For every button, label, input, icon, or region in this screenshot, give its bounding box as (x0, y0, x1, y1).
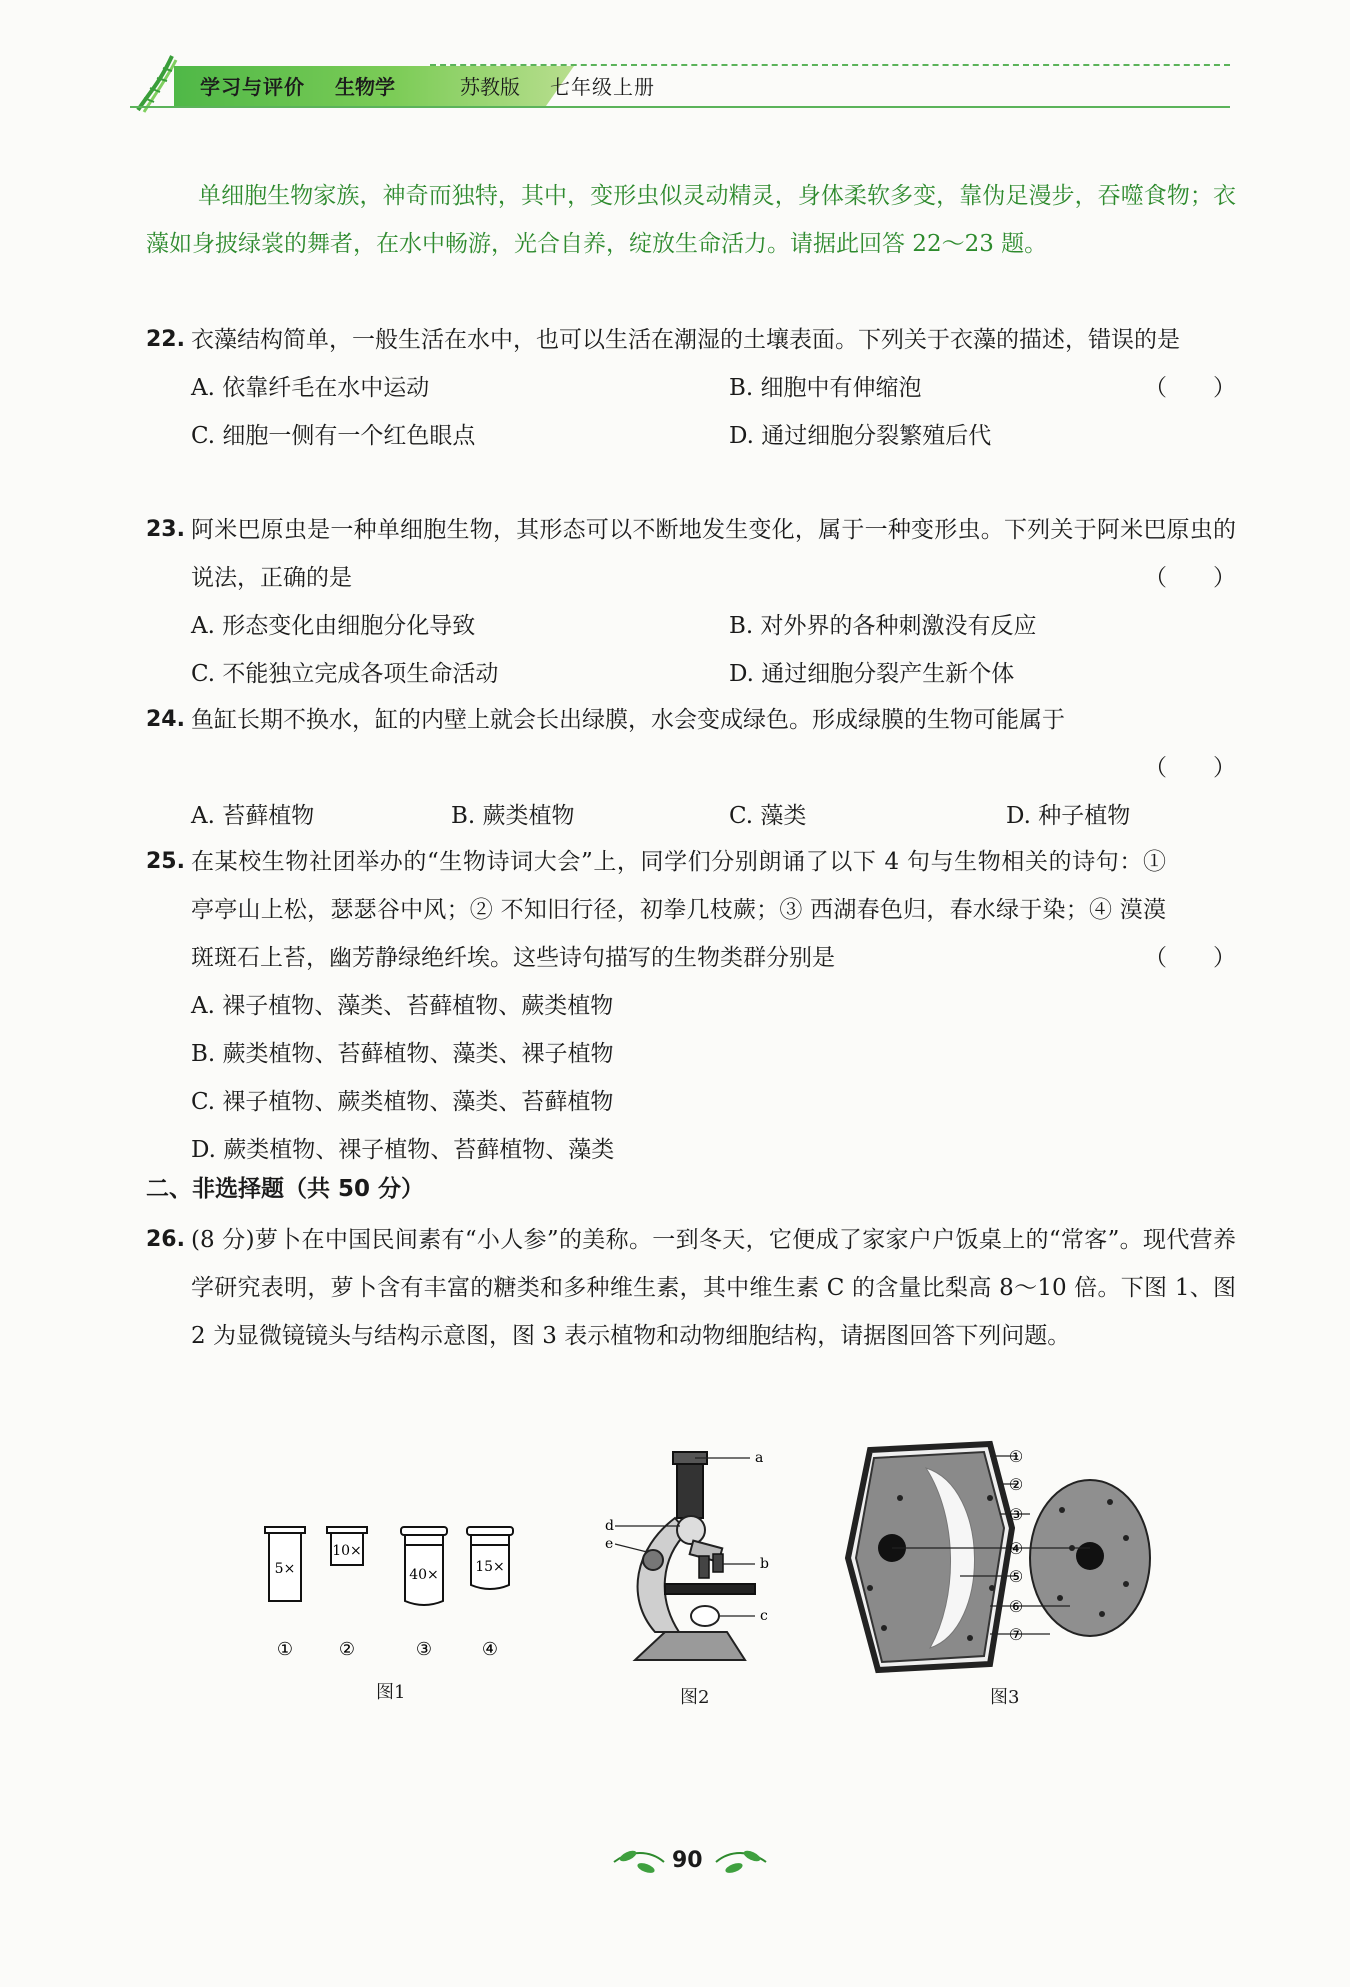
lens-label: 10× (332, 1543, 362, 1559)
header-subject: 生物学 (335, 75, 395, 99)
option-c[interactable]: C. 不能独立完成各项生命活动 (191, 661, 499, 687)
option-c[interactable]: C. 藻类 (729, 803, 807, 829)
lens-mark: ② (338, 1639, 356, 1660)
question-text: 在某校生物社团举办的“生物诗词大会”上，同学们分别朗诵了以下 4 句与生物相关的诗句：① 亭亭山上松，瑟瑟谷中风；② 不知旧行径，初拳几枝蕨；③ 西湖春色归，春水绿于染；④ 漠漠斑斑石上苔，幽芳静绿绝纤埃。这些诗句描写的生物类群分别是 (191, 849, 1166, 971)
option-d[interactable]: D. 种子植物 (1006, 803, 1131, 829)
option-c[interactable]: C. 细胞一侧有一个红色眼点 (191, 423, 476, 449)
option-a[interactable]: A. 依靠纤毛在水中运动 (191, 375, 430, 401)
option-b[interactable] (191, 1030, 1236, 1078)
lens-mark: ① (276, 1639, 294, 1660)
options-row (191, 602, 1236, 650)
figure-2-caption: 图2 (680, 1687, 710, 1708)
cell-label-3: ③ (1008, 1505, 1024, 1524)
answer-bracket: （ ） (1144, 755, 1236, 781)
cell-label-1: ① (1008, 1447, 1024, 1466)
question-number: 25. (146, 849, 185, 874)
option-a[interactable]: A. 形态变化由细胞分化导致 (191, 613, 476, 639)
figure-2-microscope (595, 1448, 795, 1678)
question-text: (8 分)萝卜在中国民间素有“小人参”的美称。一到冬天，它便成了家家户户饭桌上的“常客”。现代营养学研究表明，萝卜含有丰富的糖类和多种维生素，其中维生素 C 的含量比梨高 8～10 倍。下图 1、图 2 为显微镜镜头与结构示意图，图 3 表示植物和动物细胞结构，请据图回答下列问题。 (191, 1227, 1236, 1349)
option-b[interactable]: B. 蕨类植物 (451, 803, 575, 829)
cell-label-6: ⑥ (1008, 1597, 1024, 1616)
lens-label: 5× (274, 1561, 296, 1577)
question-22 (146, 316, 1236, 460)
option-d[interactable] (191, 1126, 1236, 1174)
question-25 (146, 838, 1236, 1174)
cell-label-4: ④ (1008, 1539, 1024, 1558)
lens-2 (327, 1527, 367, 1660)
question-24 (146, 696, 1236, 840)
dna-helix-icon (130, 52, 180, 114)
label-d: d (605, 1518, 614, 1534)
label-b: b (760, 1556, 769, 1572)
question-number: 24. (146, 707, 185, 732)
option-b-text: B. 蕨类植物、苔藓植物、藻类、裸子植物 (191, 1041, 614, 1067)
question-text: 鱼缸长期不换水，缸的内壁上就会长出绿膜，水会变成绿色。形成绿膜的生物可能属于 (191, 707, 1065, 733)
option-a[interactable]: A. 苔藓植物 (191, 803, 315, 829)
page-footer (610, 1840, 770, 1880)
answer-bracket: （ ） (1144, 375, 1236, 401)
option-b[interactable]: B. 对外界的各种刺激没有反应 (729, 613, 1037, 639)
lens-label: 15× (475, 1559, 505, 1575)
lens-1 (265, 1527, 305, 1660)
question-26 (146, 1216, 1236, 1360)
question-number: 23. (146, 517, 185, 542)
options-row (191, 650, 1236, 698)
option-b[interactable]: B. 细胞中有伸缩泡 (729, 375, 922, 401)
question-text: 衣藻结构简单，一般生活在水中，也可以生活在潮湿的土壤表面。下列关于衣藻的描述，错误的是 (191, 327, 1180, 353)
option-a[interactable] (191, 982, 1236, 1030)
figure-3-caption: 图3 (990, 1687, 1020, 1708)
figure-3-cells (840, 1438, 1170, 1678)
lens-mark: ③ (415, 1639, 433, 1660)
figure-1-caption: 图1 (376, 1682, 406, 1703)
figure-1-lenses (255, 1505, 535, 1675)
question-23 (146, 506, 1236, 698)
cell-label-2: ② (1008, 1475, 1024, 1494)
answer-bracket: （ ） (1144, 945, 1236, 971)
header-brand: 学习与评价 (200, 75, 305, 99)
lens-mark: ④ (481, 1639, 499, 1660)
header-rule (130, 106, 1230, 108)
question-number: 22. (146, 327, 185, 352)
option-c-text: C. 裸子植物、蕨类植物、藻类、苔藓植物 (191, 1089, 614, 1115)
option-a-text: A. 裸子植物、藻类、苔藓植物、蕨类植物 (191, 993, 614, 1019)
question-number: 26. (146, 1227, 185, 1252)
options-row (191, 364, 1236, 412)
lens-3 (401, 1527, 447, 1660)
option-d-text: D. 蕨类植物、裸子植物、苔藓植物、藻类 (191, 1137, 615, 1163)
label-a: a (755, 1450, 764, 1466)
cell-label-7: ⑦ (1008, 1625, 1024, 1644)
page-number: 90 (672, 1848, 703, 1873)
options-row (191, 412, 1236, 460)
question-text: 阿米巴原虫是一种单细胞生物，其形态可以不断地发生变化，属于一种变形虫。下列关于阿米巴原虫的说法，正确的是 (191, 517, 1236, 591)
option-d[interactable]: D. 通过细胞分裂繁殖后代 (729, 423, 992, 449)
answer-bracket: （ ） (1144, 565, 1236, 591)
header-edition: 苏教版 (460, 75, 520, 99)
options-row (191, 792, 1236, 840)
option-c[interactable] (191, 1078, 1236, 1126)
lens-4 (467, 1527, 513, 1660)
page-header (130, 50, 1230, 120)
label-e: e (605, 1536, 614, 1552)
option-d[interactable]: D. 通过细胞分裂产生新个体 (729, 661, 1015, 687)
intro-passage: 单细胞生物家族，神奇而独特，其中，变形虫似灵动精灵，身体柔软多变，靠伪足漫步，吞噬食物；衣藻如身披绿裳的舞者，在水中畅游，光合自养，绽放生命活力。请据此回答 22～23 题。 (146, 183, 1236, 257)
lens-label: 40× (409, 1567, 439, 1583)
header-grade: 七年级上册 (550, 75, 655, 99)
label-c: c (760, 1608, 768, 1624)
cell-label-5: ⑤ (1008, 1567, 1024, 1586)
section-heading: 二、非选择题（共 50 分） (146, 1176, 425, 1202)
header-dashed-line (430, 64, 1230, 66)
